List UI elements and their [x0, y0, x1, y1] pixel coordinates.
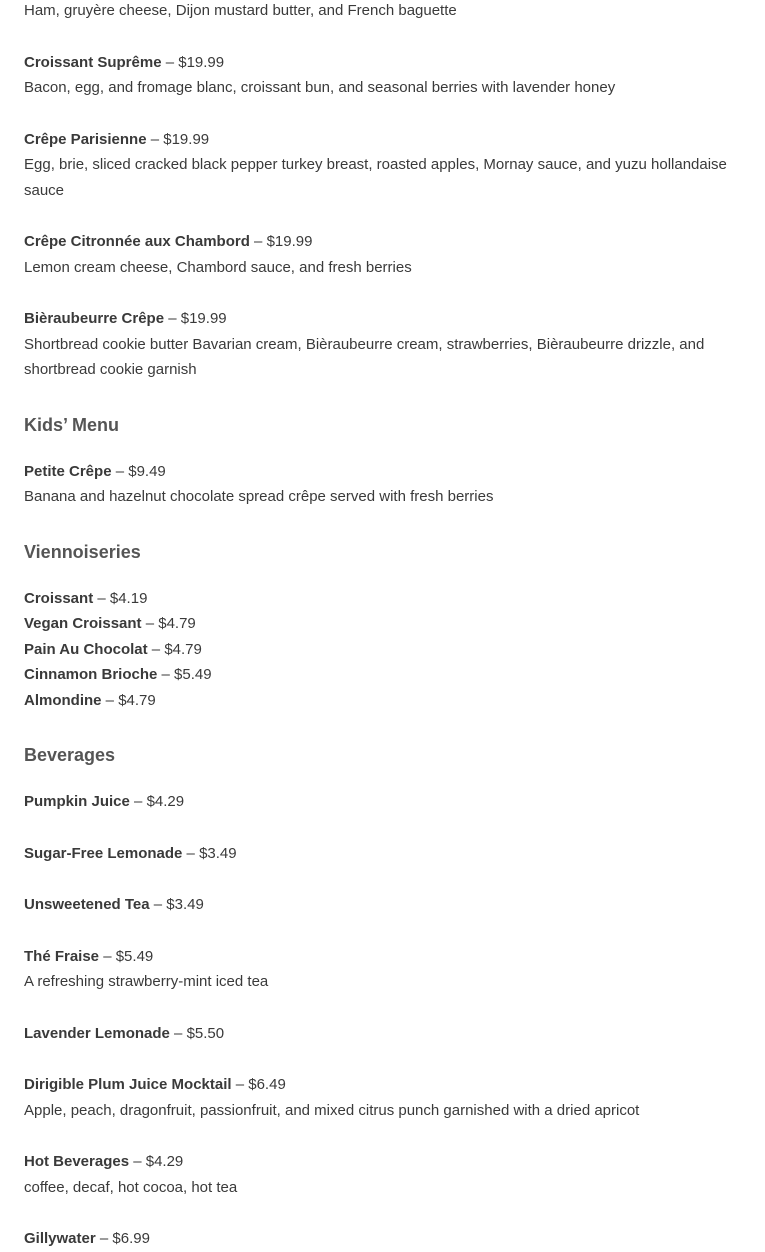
item-price: $6.99	[112, 1230, 150, 1247]
price-separator: –	[129, 793, 147, 810]
menu-item	[24, 586, 736, 612]
price-separator: –	[93, 589, 110, 607]
menu-item	[24, 229, 736, 280]
menu-item	[24, 1226, 736, 1252]
item-price: $3.49	[199, 844, 237, 862]
price-separator: –	[164, 310, 181, 327]
item-price: $5.50	[186, 1024, 225, 1042]
menu-item	[24, 688, 736, 714]
price-separator: –	[149, 896, 167, 913]
item-description: Ham, gruyère cheese, Dijon mustard butter, and French baguette	[24, 2, 457, 19]
item-price: $19.99	[163, 130, 210, 148]
price-separator: –	[141, 615, 159, 632]
item-description: coffee, decaf, hot cocoa, hot tea	[24, 1178, 238, 1196]
item-price: $4.29	[145, 1153, 184, 1170]
viennoiseries-list	[24, 586, 736, 714]
item-price: $19.99	[178, 53, 225, 71]
item-price: $4.19	[109, 589, 148, 607]
price-separator: –	[101, 691, 119, 709]
item-name: Unsweetened Tea	[24, 896, 150, 913]
menu-item	[24, 662, 736, 688]
price-separator: –	[111, 462, 129, 480]
item-name: Crêpe Citronnée aux Chambord	[24, 233, 250, 250]
item-name: Bièraubeurre Crêpe	[24, 310, 165, 327]
menu-item	[24, 637, 736, 663]
menu-page	[24, 0, 736, 1252]
item-name: Croissant Suprême	[24, 53, 162, 71]
item-name: Almondine	[24, 691, 102, 709]
item-description: Apple, peach, dragonfruit, passionfruit, and mixed citrus punch garnished with a dried apricot	[24, 1101, 640, 1119]
item-name: Sugar-Free Lemonade	[24, 844, 183, 862]
item-description: Bacon, egg, and fromage blanc, croissant bun, and seasonal berries with lavender honey	[24, 79, 616, 96]
menu-item	[24, 459, 736, 510]
price-separator: –	[99, 947, 116, 965]
item-price: $19.99	[266, 233, 313, 250]
item-name: Pumpkin Juice	[24, 793, 130, 810]
menu-item	[24, 306, 736, 383]
price-separator: –	[95, 1230, 113, 1247]
menu-item	[24, 1021, 736, 1047]
item-price: $4.79	[158, 615, 196, 632]
item-name: Crêpe Parisienne	[24, 130, 147, 148]
brunch-section	[24, 0, 736, 383]
item-name: Petite Crêpe	[24, 462, 112, 480]
item-description: A refreshing strawberry-mint iced tea	[24, 973, 269, 990]
beverages-section	[24, 743, 736, 1252]
price-separator: –	[147, 640, 165, 658]
menu-item	[24, 841, 736, 867]
item-name: Vegan Croissant	[24, 615, 142, 632]
item-description: Egg, brie, sliced cracked black pepper turkey breast, roasted apples, Mornay sauce, and yuzu hollandaise sauce	[24, 156, 727, 199]
section-title-kids: Kids’ Menu	[24, 414, 120, 435]
menu-item	[24, 789, 736, 815]
menu-item	[24, 611, 736, 637]
price-separator: –	[157, 666, 175, 683]
item-name: Hot Beverages	[24, 1153, 130, 1170]
item-price: $6.49	[248, 1076, 286, 1093]
item-price: $4.29	[146, 793, 185, 810]
section-title-viennoiseries: Viennoiseries	[24, 541, 141, 562]
item-name: Pain Au Chocolat	[24, 640, 148, 658]
item-description: Banana and hazelnut chocolate spread crêpe served with fresh berries	[24, 488, 494, 505]
item-price: $3.49	[166, 896, 204, 913]
item-price: $5.49	[174, 666, 212, 683]
price-separator: –	[169, 1024, 187, 1042]
item-name: Thé Fraise	[24, 947, 100, 965]
kids-section	[24, 413, 736, 510]
item-price: $4.79	[118, 691, 156, 709]
section-title-beverages: Beverages	[24, 745, 116, 765]
viennoiseries-section	[24, 540, 736, 714]
price-separator: –	[146, 130, 164, 148]
item-name: Dirigible Plum Juice Mocktail	[24, 1076, 232, 1093]
menu-item	[24, 127, 736, 204]
menu-item	[24, 944, 736, 995]
price-separator: –	[231, 1076, 249, 1093]
menu-item	[24, 892, 736, 918]
menu-item	[24, 1072, 736, 1123]
item-price: $9.49	[128, 462, 166, 480]
item-price: $5.49	[115, 947, 154, 965]
price-separator: –	[182, 844, 200, 862]
item-name: Lavender Lemonade	[24, 1024, 170, 1042]
price-separator: –	[249, 233, 267, 250]
menu-item	[24, 50, 736, 101]
item-name: Croissant	[24, 589, 94, 607]
item-name: Cinnamon Brioche	[24, 666, 158, 683]
item-name: Gillywater	[24, 1230, 96, 1247]
item-description: Lemon cream cheese, Chambord sauce, and fresh berries	[24, 258, 412, 276]
price-separator: –	[161, 53, 179, 71]
item-price: $19.99	[180, 310, 227, 327]
menu-item	[24, 1149, 736, 1200]
item-description: Shortbread cookie butter Bavarian cream, Bièraubeurre cream, strawberries, Bièraubeurre drizzle, and shortbread cookie garnish	[24, 335, 705, 378]
item-price: $4.79	[164, 640, 202, 658]
price-separator: –	[129, 1153, 146, 1170]
